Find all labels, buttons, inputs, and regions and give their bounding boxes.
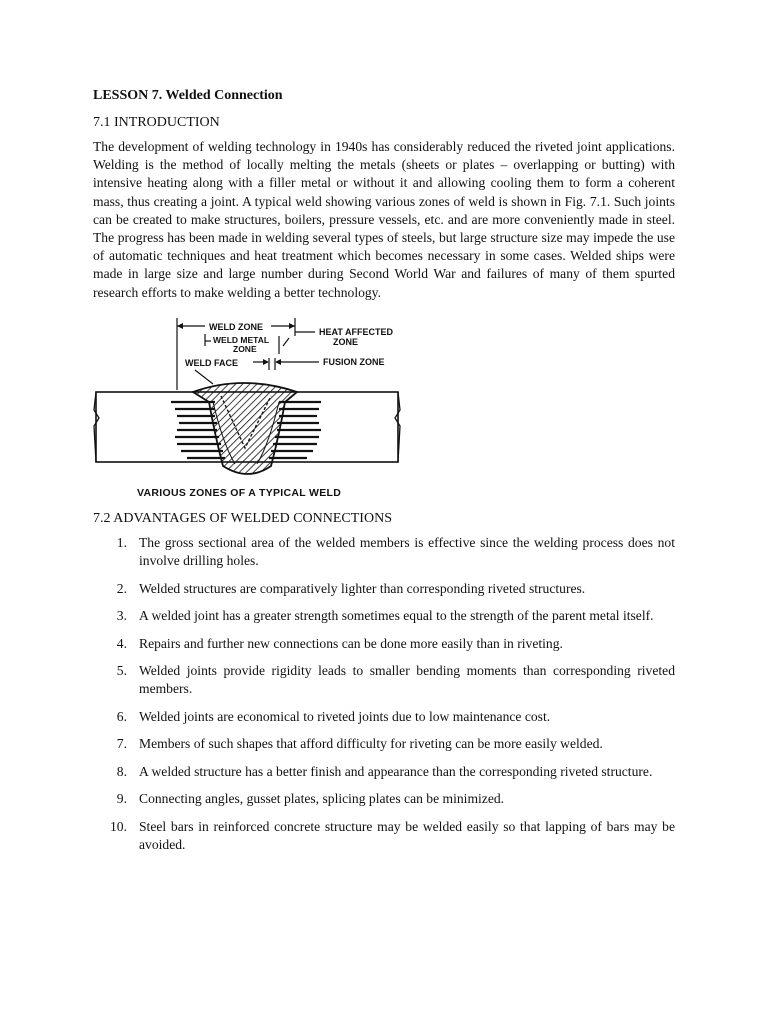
list-item-number: 4. bbox=[116, 635, 127, 651]
list-item-text: Repairs and further new connections can be done more easily than in riveting. bbox=[139, 635, 563, 651]
list-item bbox=[93, 790, 675, 808]
list-item-number: 2. bbox=[116, 580, 127, 596]
lesson-title: LESSON 7. Welded Connection bbox=[93, 88, 283, 103]
list-item-text: A welded structure has a better finish and appearance than the corresponding riveted structure. bbox=[139, 763, 653, 779]
list-item-text: Connecting angles, gusset plates, splicing plates can be minimized. bbox=[139, 791, 505, 807]
label-heat-affected: HEAT AFFECTED bbox=[319, 326, 393, 337]
section-heading-advantages: 7.2 ADVANTAGES OF WELDED CONNECTIONS bbox=[93, 510, 392, 526]
list-item-text: The gross sectional area of the welded members is effective since the welding process does not involve drilling holes. bbox=[139, 534, 675, 569]
list-item-text: Welded structures are comparatively lighter than corresponding riveted structures. bbox=[139, 580, 586, 596]
list-item-text: Welded joints provide rigidity leads to smaller bending moments than corresponding riveted members. bbox=[139, 663, 675, 697]
list-item bbox=[93, 635, 675, 653]
label-weld-face: WELD FACE bbox=[185, 357, 238, 368]
advantages-list bbox=[93, 534, 675, 854]
introduction-paragraph: The development of welding technology in 1940s has considerably reduced the riveted joint applications. Welding is the method of locally melting the metals (sheets or plates – overlapping or butting) with intensive heating along with a filler metal or without it and allowing cooling them to form a coherent mass, thus creating a joint. A typical weld showing various zones of weld is shown in Fig. 7.1. Such joints can be created to make structures, boilers, pressure vessels, etc. and are more conveniently made in steel. The progress has been made in welding several types of steels, but large structure size may impede the use of automatic techniques and heat treatment which becomes necessary in some cases. Welded ships were made in large size and large number during Second World War and failures of many of them spurted research efforts to make welding a better technology. bbox=[93, 139, 675, 300]
weld-diagram bbox=[93, 314, 405, 504]
list-item-number: 3. bbox=[116, 608, 127, 624]
label-weld-metal: WELD METAL bbox=[213, 334, 270, 345]
list-item bbox=[93, 607, 675, 625]
list-item-number: 7. bbox=[116, 736, 127, 752]
list-item bbox=[93, 763, 675, 781]
list-item-text: Steel bars in reinforced concrete structure may be welded easily so that lapping of bars may be avoided. bbox=[139, 818, 675, 852]
list-item-number: 10. bbox=[110, 818, 127, 834]
label-heat-affected-zone: ZONE bbox=[333, 336, 359, 347]
document-page bbox=[93, 86, 675, 863]
label-fusion-zone: FUSION ZONE bbox=[323, 356, 385, 367]
list-item-number: 5. bbox=[116, 663, 127, 679]
list-item bbox=[93, 735, 675, 753]
list-item-number: 1. bbox=[116, 534, 127, 550]
list-item bbox=[93, 818, 675, 854]
list-item-text: Welded joints are economical to riveted joints due to low maintenance cost. bbox=[139, 708, 551, 724]
list-item-number: 9. bbox=[116, 791, 127, 807]
weld-zones-figure bbox=[93, 314, 405, 504]
list-item-text: A welded joint has a greater strength sometimes equal to the strength of the parent metal itself. bbox=[139, 608, 654, 624]
section-heading-introduction: 7.1 INTRODUCTION bbox=[93, 115, 220, 130]
figure-caption: VARIOUS ZONES OF A TYPICAL WELD bbox=[137, 486, 342, 499]
label-weld-metal-zone: ZONE bbox=[233, 343, 257, 354]
label-weld-zone: WELD ZONE bbox=[209, 321, 263, 332]
list-item bbox=[93, 708, 675, 726]
list-item bbox=[93, 580, 675, 598]
list-item-text: Members of such shapes that afford difficulty for riveting can be more easily welded. bbox=[139, 736, 603, 752]
list-item-number: 8. bbox=[116, 763, 127, 779]
list-item bbox=[93, 534, 675, 570]
list-item bbox=[93, 662, 675, 698]
list-item-number: 6. bbox=[116, 708, 127, 724]
